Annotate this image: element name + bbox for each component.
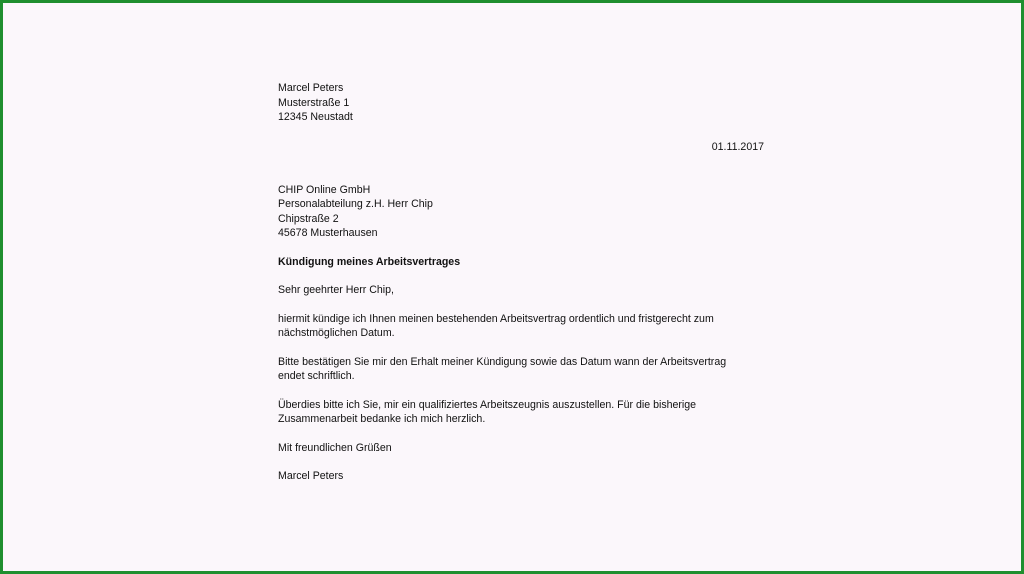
paragraph-line: Überdies bitte ich Sie, mir ein qualifiziertes Arbeitszeugnis auszustellen. Für die bisherige	[278, 398, 697, 411]
letter-body	[278, 81, 773, 484]
paragraph-line: Bitte bestätigen Sie mir den Erhalt meiner Kündigung sowie das Datum wann der Arbeitsvertrag	[278, 355, 727, 368]
letter-salutation: Sehr geehrter Herr Chip,	[278, 284, 394, 296]
paragraph-line: hiermit kündige ich Ihnen meinen bestehenden Arbeitsvertrag ordentlich und fristgerecht zum	[278, 312, 714, 325]
spacer-p1-p2	[278, 341, 773, 355]
recipient-company: CHIP Online GmbH	[278, 183, 371, 196]
spacer-sender-recipient	[278, 125, 773, 183]
paragraph-line: endet schriftlich.	[278, 370, 355, 382]
recipient-city: 45678 Musterhausen	[278, 227, 378, 239]
spacer-p3-closing	[278, 427, 773, 441]
spacer-closing-signature	[278, 455, 773, 469]
spacer-p2-p3	[278, 384, 773, 398]
paragraph-line: Zusammenarbeit bedanke ich mich herzlich.	[278, 413, 486, 425]
paragraph-confirmation	[278, 355, 773, 384]
spacer-recipient-subject	[278, 241, 773, 255]
letter-signature: Marcel Peters	[278, 470, 344, 482]
recipient-address	[278, 183, 773, 241]
spacer-salutation-p1	[278, 298, 773, 312]
paragraph-termination	[278, 312, 773, 341]
letter-date: 01.11.2017	[711, 141, 764, 153]
paragraph-line: nächstmöglichen Datum.	[278, 327, 395, 339]
sender-street: Musterstraße 1	[278, 96, 350, 109]
recipient-department: Personalabteilung z.H. Herr Chip	[278, 198, 433, 210]
sender-city: 12345 Neustadt	[278, 111, 353, 123]
sender-name: Marcel Peters	[278, 82, 344, 94]
spacer-subject-salutation	[278, 269, 773, 283]
letter-closing: Mit freundlichen Grüßen	[278, 441, 392, 454]
letter-subject: Kündigung meines Arbeitsvertrages	[278, 255, 461, 268]
sender-address	[278, 81, 773, 125]
recipient-street: Chipstraße 2	[278, 212, 339, 225]
paragraph-reference	[278, 398, 773, 427]
